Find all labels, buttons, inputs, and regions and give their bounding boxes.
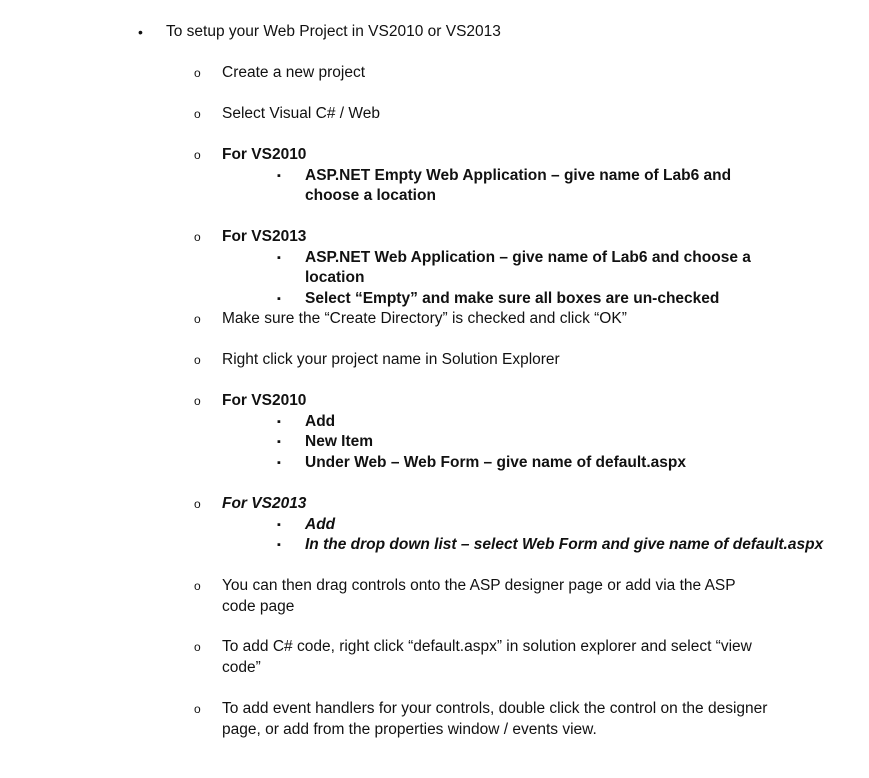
sub-list-item-text: New Item — [305, 433, 374, 450]
list-item-text: To add event handlers for your controls, double click the control on the designer page, or add from the properties window / events view. — [222, 700, 768, 738]
sub-list-item — [277, 432, 785, 453]
sub-list-item-text: In the drop down list – select Web Form and give name of default.aspx — [305, 536, 824, 553]
bullet-square: ▪ — [277, 251, 281, 264]
bullet-square: ▪ — [277, 436, 281, 448]
bullet-circle: o — [194, 579, 201, 593]
list-item-heading: For VS2010 — [222, 392, 307, 409]
bullet-square: ▪ — [277, 415, 281, 428]
bullet-square: ▪ — [277, 456, 281, 469]
list-item-text: Select Visual C# / Web — [222, 105, 380, 122]
sub-list-item — [277, 166, 785, 207]
bullet-circle: o — [194, 640, 201, 654]
sub-list-item — [277, 412, 785, 433]
sub-list-item-text: ASP.NET Empty Web Application – give name of Lab6 and choose a location — [305, 166, 732, 204]
bullet-circle: o — [194, 394, 201, 408]
bullet-circle: o — [194, 353, 201, 367]
list-item-text: You can then drag controls onto the ASP designer page or add via the ASP code page — [222, 577, 736, 615]
bullet-circle: o — [194, 312, 201, 326]
list-item-text: Make sure the “Create Directory” is checked and click “OK” — [222, 310, 627, 327]
bullet-circle: o — [194, 702, 201, 716]
sub-list-item-text: Add — [305, 412, 336, 430]
list-item-text: To add C# code, right click “default.aspx” in solution explorer and select “view code” — [222, 638, 752, 676]
bullet-square: ▪ — [277, 169, 281, 182]
bullet-circle: o — [194, 148, 201, 162]
list-item-heading: For VS2013 — [222, 495, 307, 512]
bullet-circle: o — [194, 66, 201, 80]
sub-list-item — [277, 248, 785, 289]
sub-list-item — [277, 453, 785, 474]
list-item-heading: For VS2010 — [222, 146, 307, 163]
bullet-circle: o — [194, 230, 201, 244]
sub-list-item — [277, 515, 785, 536]
bullet-square: ▪ — [277, 292, 281, 305]
sub-list-item-text: Under Web – Web Form – give name of default.aspx — [305, 453, 686, 471]
sub-list-item — [277, 535, 825, 556]
list-item-text: Right click your project name in Solution Explorer — [222, 351, 560, 368]
bullet-dot: • — [138, 24, 143, 40]
bullet-circle: o — [194, 107, 201, 121]
list-item-heading: For VS2013 — [222, 228, 307, 245]
sub-list-item-text: Select “Empty” and make sure all boxes are un-checked — [305, 289, 720, 307]
sub-list-item-text: ASP.NET Web Application – give name of Lab6 and choose a location — [305, 248, 751, 286]
bullet-square: ▪ — [277, 539, 281, 551]
list-item-text: Create a new project — [222, 64, 366, 81]
sub-list-item — [277, 289, 785, 310]
bullet-circle: o — [194, 497, 201, 511]
main-item-text: To setup your Web Project in VS2010 or VS2013 — [166, 23, 501, 40]
sub-list-item-text: Add — [305, 515, 336, 533]
bullet-square: ▪ — [277, 518, 281, 531]
